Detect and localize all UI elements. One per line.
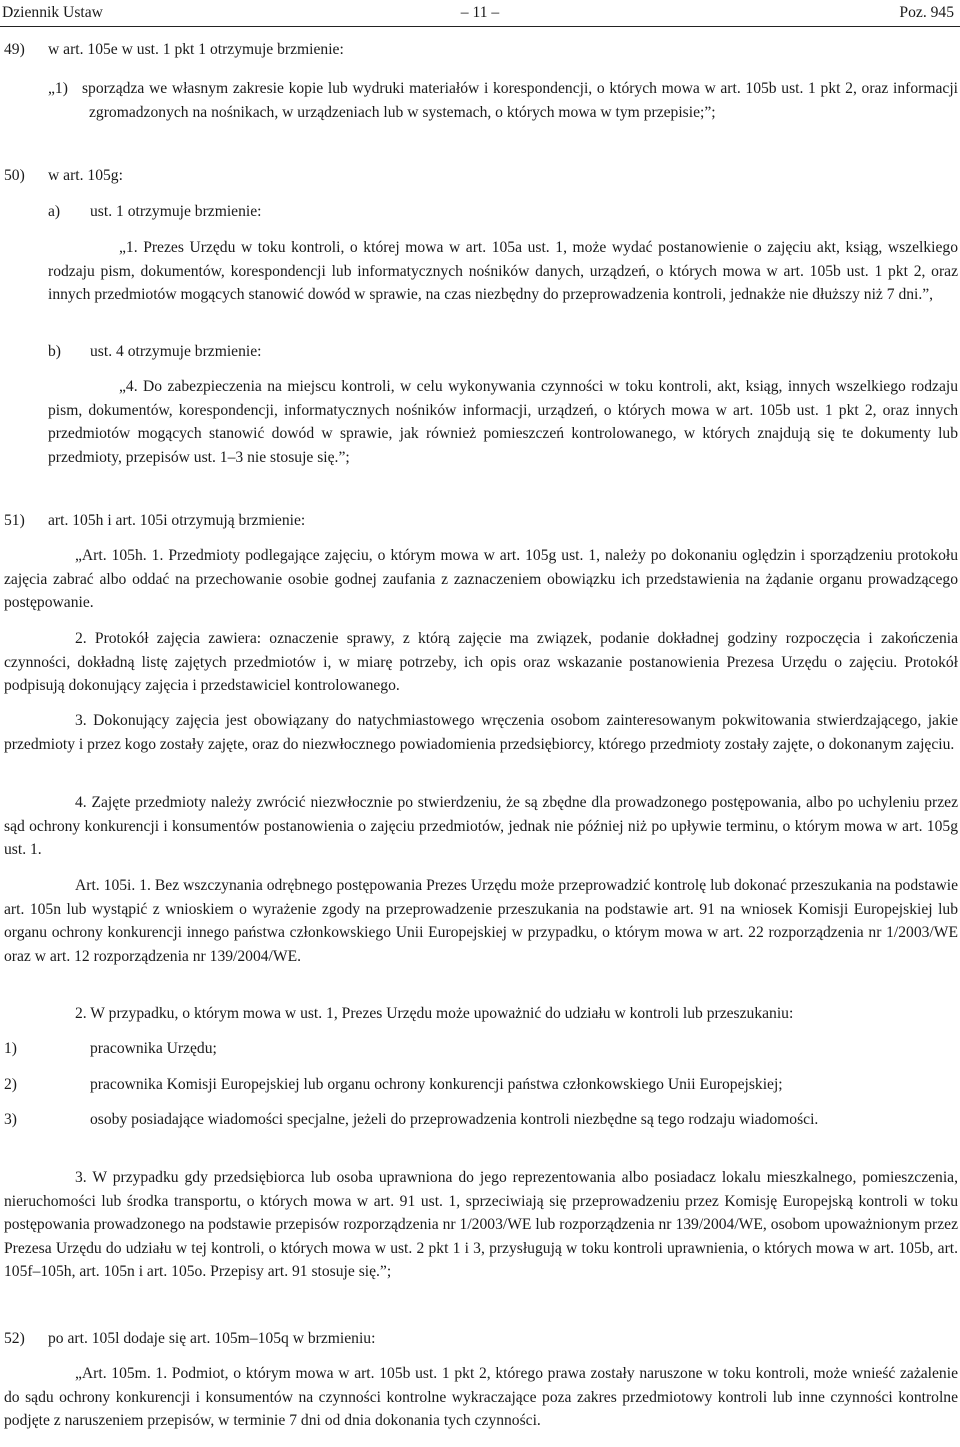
art-105i-paragraph-2: 2. W przypadku, o którym mowa w ust. 1, Prezes Urzędu może upoważnić do udziału w kontroli lub przeszukaniu: [75, 1005, 794, 1022]
item-51-number: 51) [4, 512, 25, 529]
item-50a-label: a) [48, 203, 61, 220]
item-50-title: w art. 105g: [48, 167, 123, 184]
item-52-title: po art. 105l dodaje się art. 105m–105q w brzmieniu: [48, 1330, 376, 1347]
list-item-number: 1) [4, 1040, 17, 1057]
art-105i-paragraph-1: Art. 105i. 1. Bez wszczynania odrębnego postępowania Prezes Urzędu może przeprowadzić kontrolę lub dokonać przeszukania na podstawie art. 105n lub wystąpić z wnioskiem o wyrażenie zgody na przeprowadzenie przeszukania na podstawie art. 91 na wniosek Komisji Europejskiej lub organu ochrony konkurencji innego państwa członkowskiego Unii Europejskiej w przypadku, o którym mowa w art. 22 rozporządzenia nr 1/2003/WE oraz w art. 12 rozporządzenia nr 139/2004/WE. [4, 877, 958, 965]
item-50a-title: ust. 1 otrzymuje brzmienie: [90, 203, 262, 220]
journal-title: Dziennik Ustaw [2, 4, 103, 21]
art-105m-paragraph-1: „Art. 105m. 1. Podmiot, o którym mowa w art. 105b ust. 1 pkt 2, którego prawa zostały naruszone w toku kontroli, może wnieść zażalenie do sądu ochrony konkurencji i konsumentów na czynności kontrolne wykraczające poza zakres przedmiotowy kontroli lub inne czynności kontrolne podjęte z naruszeniem przepisów, w terminie 7 dni od dnia dokonania tych czynności. [4, 1365, 958, 1429]
list-item-number: 2) [4, 1076, 17, 1093]
item-50b-quote: „4. Do zabezpieczenia na miejscu kontroli, w celu wykonywania czynności w toku kontroli, akt, ksiąg, innych wszelkiego rodzaju pism, dokumentów, korespondencji, informatycznych nośników informacji, urządzeń, o których mowa w art. 105b ust. 1 pkt 2, oraz innych przedmiotów mogących stanowić dowód w sprawie, jak również pomieszczeń kontrolowanego, w których znajdują się te dokumenty lub przedmioty, przepisów ust. 1–3 nie stosuje się.”; [48, 378, 958, 466]
art-105h-paragraph-4: 4. Zajęte przedmioty należy zwrócić niezwłocznie po stwierdzeniu, że są zbędne dla prowadzonego postępowania, albo po uchyleniu przez sąd ochrony konkurencji i konsumentów postanowienia o zajęciu przedmiotów, jednak nie później niż po upływie terminu, o którym mowa w art. 105g ust. 1. [4, 794, 958, 858]
art-105h-paragraph-1: „Art. 105h. 1. Przedmioty podlegające zajęciu, o którym mowa w art. 105g ust. 1, należy po dokonaniu oględzin i sporządzeniu protokołu zajęcia zabrać albo oddać na przechowanie osobie godnej zaufania z zaznaczeniem obowiązku ich przedstawienia na żądanie organu prowadzącego postępowanie. [4, 547, 958, 611]
art-105h-paragraph-3: 3. Dokonujący zajęcia jest obowiązany do natychmiastowego wręczenia osobom zainteresowanym pokwitowania stwierdzającego, jakie przedmioty i przez kogo zostały zajęte, oraz do niezwłocznego powiadomienia przedsiębiorcy, którego przedmioty zostały zajęte, o dokonanym zajęciu. [4, 712, 958, 753]
page-header [0, 0, 960, 27]
list-item-text: pracownika Urzędu; [90, 1040, 217, 1057]
position-number: Poz. 945 [899, 4, 954, 21]
list-item-text: osoby posiadające wiadomości specjalne, jeżeli do przeprowadzenia kontroli niezbędne są tego rodzaju wiadomości. [90, 1111, 819, 1128]
item-50a-quote: „1. Prezes Urzędu w toku kontroli, o której mowa w art. 105a ust. 1, może wydać postanowienie o zajęciu akt, ksiąg, wszelkiego rodzaju pism, dokumentów, korespondencji lub informatycznych nośników danych, urządzeń, o których mowa w art. 105b ust. 1 pkt 2, oraz innych przedmiotów mogących stanowić dowód w sprawie, na czas niezbędny do przeprowadzenia kontroli, jednakże nie dłuższy niż 7 dni.”, [48, 239, 958, 303]
art-105h-paragraph-2: 2. Protokół zajęcia zawiera: oznaczenie sprawy, z którą zajęcie ma związek, podanie dokładnej godziny rozpoczęcia i zakończenia czynności, dokładną listę zajętych przedmiotów i, w miarę potrzeby, ich opis oraz wskazanie postanowienia Prezesa Urzędu o zajęciu. Protokół podpisują dokonujący zajęcia i przedstawiciel kontrolowanego. [4, 630, 958, 694]
item-50b-title: ust. 4 otrzymuje brzmienie: [90, 343, 262, 360]
list-item-number: 3) [4, 1111, 17, 1128]
item-50-number: 50) [4, 167, 25, 184]
item-49-quote: „1) sporządza we własnym zakresie kopie lub wydruki materiałów i korespondencji, o których mowa w art. 105b ust. 1 pkt 2, oraz informacji zgromadzonych na nośnikach, w urządzeniach lub w systemach, o których mowa w tym przepisie;”; [48, 80, 958, 121]
item-51-title: art. 105h i art. 105i otrzymują brzmienie: [48, 512, 306, 529]
art-105i-paragraph-3: 3. W przypadku gdy przedsiębiorca lub osoba uprawniona do jego reprezentowania albo posiadacz lokalu mieszkalnego, pomieszczenia, nieruchomości lub środka transportu, o których mowa w art. 91 ust. 1, sprzeciwiają się przeprowadzeniu przez Komisję Europejską kontroli w toku postępowania prowadzonego na podstawie przepisów rozporządzenia nr 1/2003/WE lub rozporządzenia nr 139/2004/WE, osobom upoważnionym przez Prezesa Urzędu do udziału w tej kontroli, o których mowa w ust. 2 pkt 1 i 3, przysługują w toku kontroli uprawnienia, o których mowa w art. 105b, art. 105f–105h, art. 105n i art. 105o. Przepisy art. 91 stosuje się.”; [4, 1169, 958, 1280]
item-52-number: 52) [4, 1330, 25, 1347]
page-number: – 11 – [460, 4, 500, 21]
list-item-text: pracownika Komisji Europejskiej lub organu ochrony konkurencji państwa członkowskiego Unii Europejskiej; [90, 1076, 783, 1093]
item-49-number: 49) [4, 41, 25, 58]
item-50b-label: b) [48, 343, 61, 360]
item-49-title: w art. 105e w ust. 1 pkt 1 otrzymuje brzmienie: [48, 41, 344, 58]
